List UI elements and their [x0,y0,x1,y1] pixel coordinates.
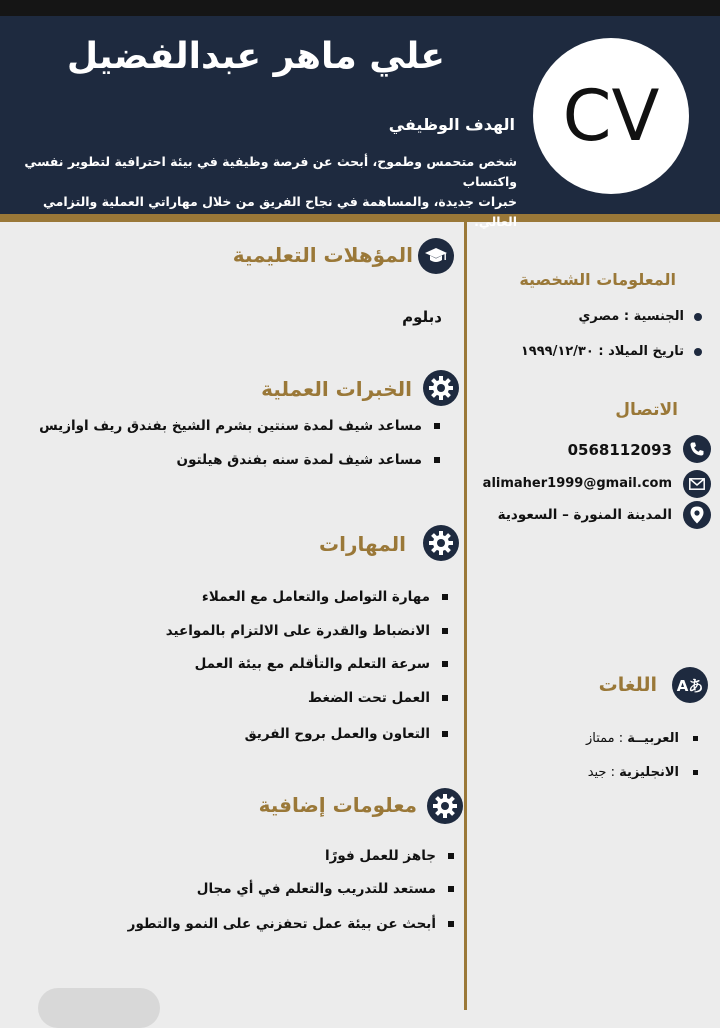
objective-line-2: خبرات جديدة، والمساهمة في نجاح الفريق من خلال مهاراتي العملية والتزامي العالي. [43,194,517,229]
translate-icon: Aあ [672,667,708,703]
personal-info-title: المعلومات الشخصية [519,270,676,289]
phone-icon [683,435,711,463]
experience-title: الخبرات العملية [261,377,412,401]
location-pin-icon [683,501,711,529]
nationality-row: الجنسية : مصري [578,309,702,324]
birthdate-row: تاريخ الميلاد : ١٩٩٩/١٢/٣٠ [521,344,702,359]
skill-item: التعاون والعمل بروح الفريق [245,726,448,742]
top-status-strip [0,0,720,16]
additional-item: أبحث عن بيئة عمل تحفزني على النمو والتطور [128,916,454,932]
additional-item: جاهز للعمل فورًا [325,848,454,864]
mail-icon [683,470,711,498]
column-divider [464,222,467,1010]
education-title: المؤهلات التعليمية [232,243,413,267]
bottom-grey-tab [38,988,160,1028]
experience-item: مساعد شيف لمدة سنتين بشرم الشيخ بفندق ريف اوازيس [39,418,440,434]
cv-label: CV [562,75,660,157]
skill-item: مهارة التواصل والتعامل مع العملاء [202,589,448,605]
languages-title: اللغات [598,674,657,696]
location-text: المدينة المنورة – السعودية [497,507,672,523]
skill-item: سرعة التعلم والتأقلم مع بيئة العمل [195,656,448,672]
gear-icon [423,525,459,561]
education-item: دبلوم [402,308,442,326]
contact-title: الاتصال [615,400,678,420]
language-item: الانجليزية : جيد [588,765,698,780]
skills-title: المهارات [319,532,406,556]
skill-item: الانضباط والقدرة على الالتزام بالمواعيد [166,623,448,639]
skill-item: العمل تحت الضغط [308,690,448,706]
email-address[interactable]: alimaher1999@gmail.com [482,476,672,491]
objective-text [12,152,517,232]
objective-title: الهدف الوظيفي [388,115,515,134]
gear-icon [427,788,463,824]
gear-icon [423,370,459,406]
graduation-cap-icon [418,238,454,274]
language-item: العربيــة : ممتاز [586,731,698,746]
additional-item: مستعد للتدريب والتعلم في أي مجال [197,881,454,897]
phone-number[interactable]: 0568112093 [567,441,672,459]
candidate-name: علي ماهر عبدالفضيل [66,36,445,77]
experience-item: مساعد شيف لمدة سنه بفندق هيلتون [177,452,440,468]
cv-badge [533,38,689,194]
additional-title: معلومات إضافية [258,793,417,817]
objective-line-1: شخص متحمس وطموح، أبحث عن فرصة وظيفية في بيئة احترافية لتطوير نفسي واكتساب [24,154,517,189]
